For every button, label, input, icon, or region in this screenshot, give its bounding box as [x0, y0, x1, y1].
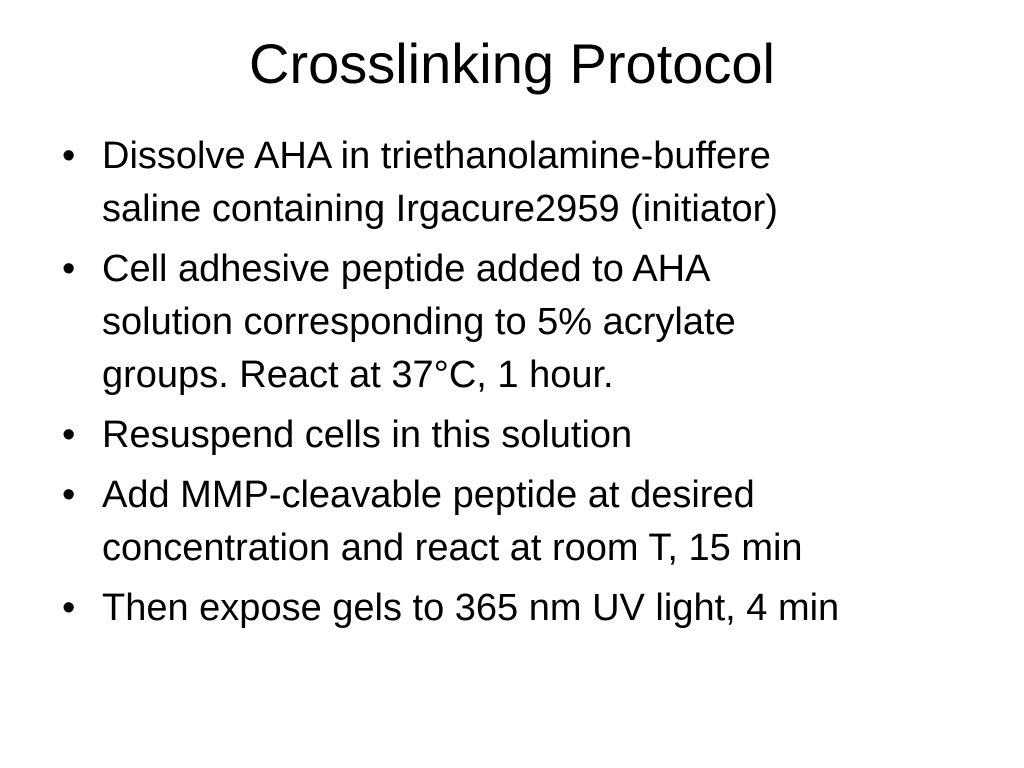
- bullet-text-line: Cell adhesive peptide added to AHA: [102, 248, 711, 290]
- bullet-icon: •: [62, 248, 76, 290]
- bullet-text-line: concentration and react at room T, 15 min: [102, 527, 803, 569]
- bullet-item-5: [56, 582, 1006, 635]
- bullet-list: [56, 130, 1006, 642]
- bullet-text-line: solution corresponding to 5% acrylate: [102, 301, 736, 343]
- bullet-item-1: [56, 130, 1006, 236]
- bullet-item-4: [56, 469, 1006, 575]
- bullet-text-line: Resuspend cells in this solution: [102, 414, 633, 456]
- bullet-text-line: saline containing Irgacure2959 (initiator): [102, 188, 778, 230]
- bullet-item-2: [56, 243, 1006, 402]
- bullet-text-line: Add MMP-cleavable peptide at desired: [102, 474, 755, 516]
- bullet-icon: •: [62, 414, 76, 456]
- bullet-icon: •: [62, 474, 76, 516]
- bullet-icon: •: [62, 587, 76, 629]
- bullet-item-3: [56, 409, 1006, 462]
- slide-title: Crosslinking Protocol: [249, 32, 775, 95]
- bullet-icon: •: [62, 135, 76, 177]
- bullet-text-line: groups. React at 37°C, 1 hour.: [102, 354, 614, 396]
- bullet-text-line: Then expose gels to 365 nm UV light, 4 min: [102, 587, 840, 629]
- bullet-text-line: Dissolve AHA in triethanolamine-buffere: [102, 135, 771, 177]
